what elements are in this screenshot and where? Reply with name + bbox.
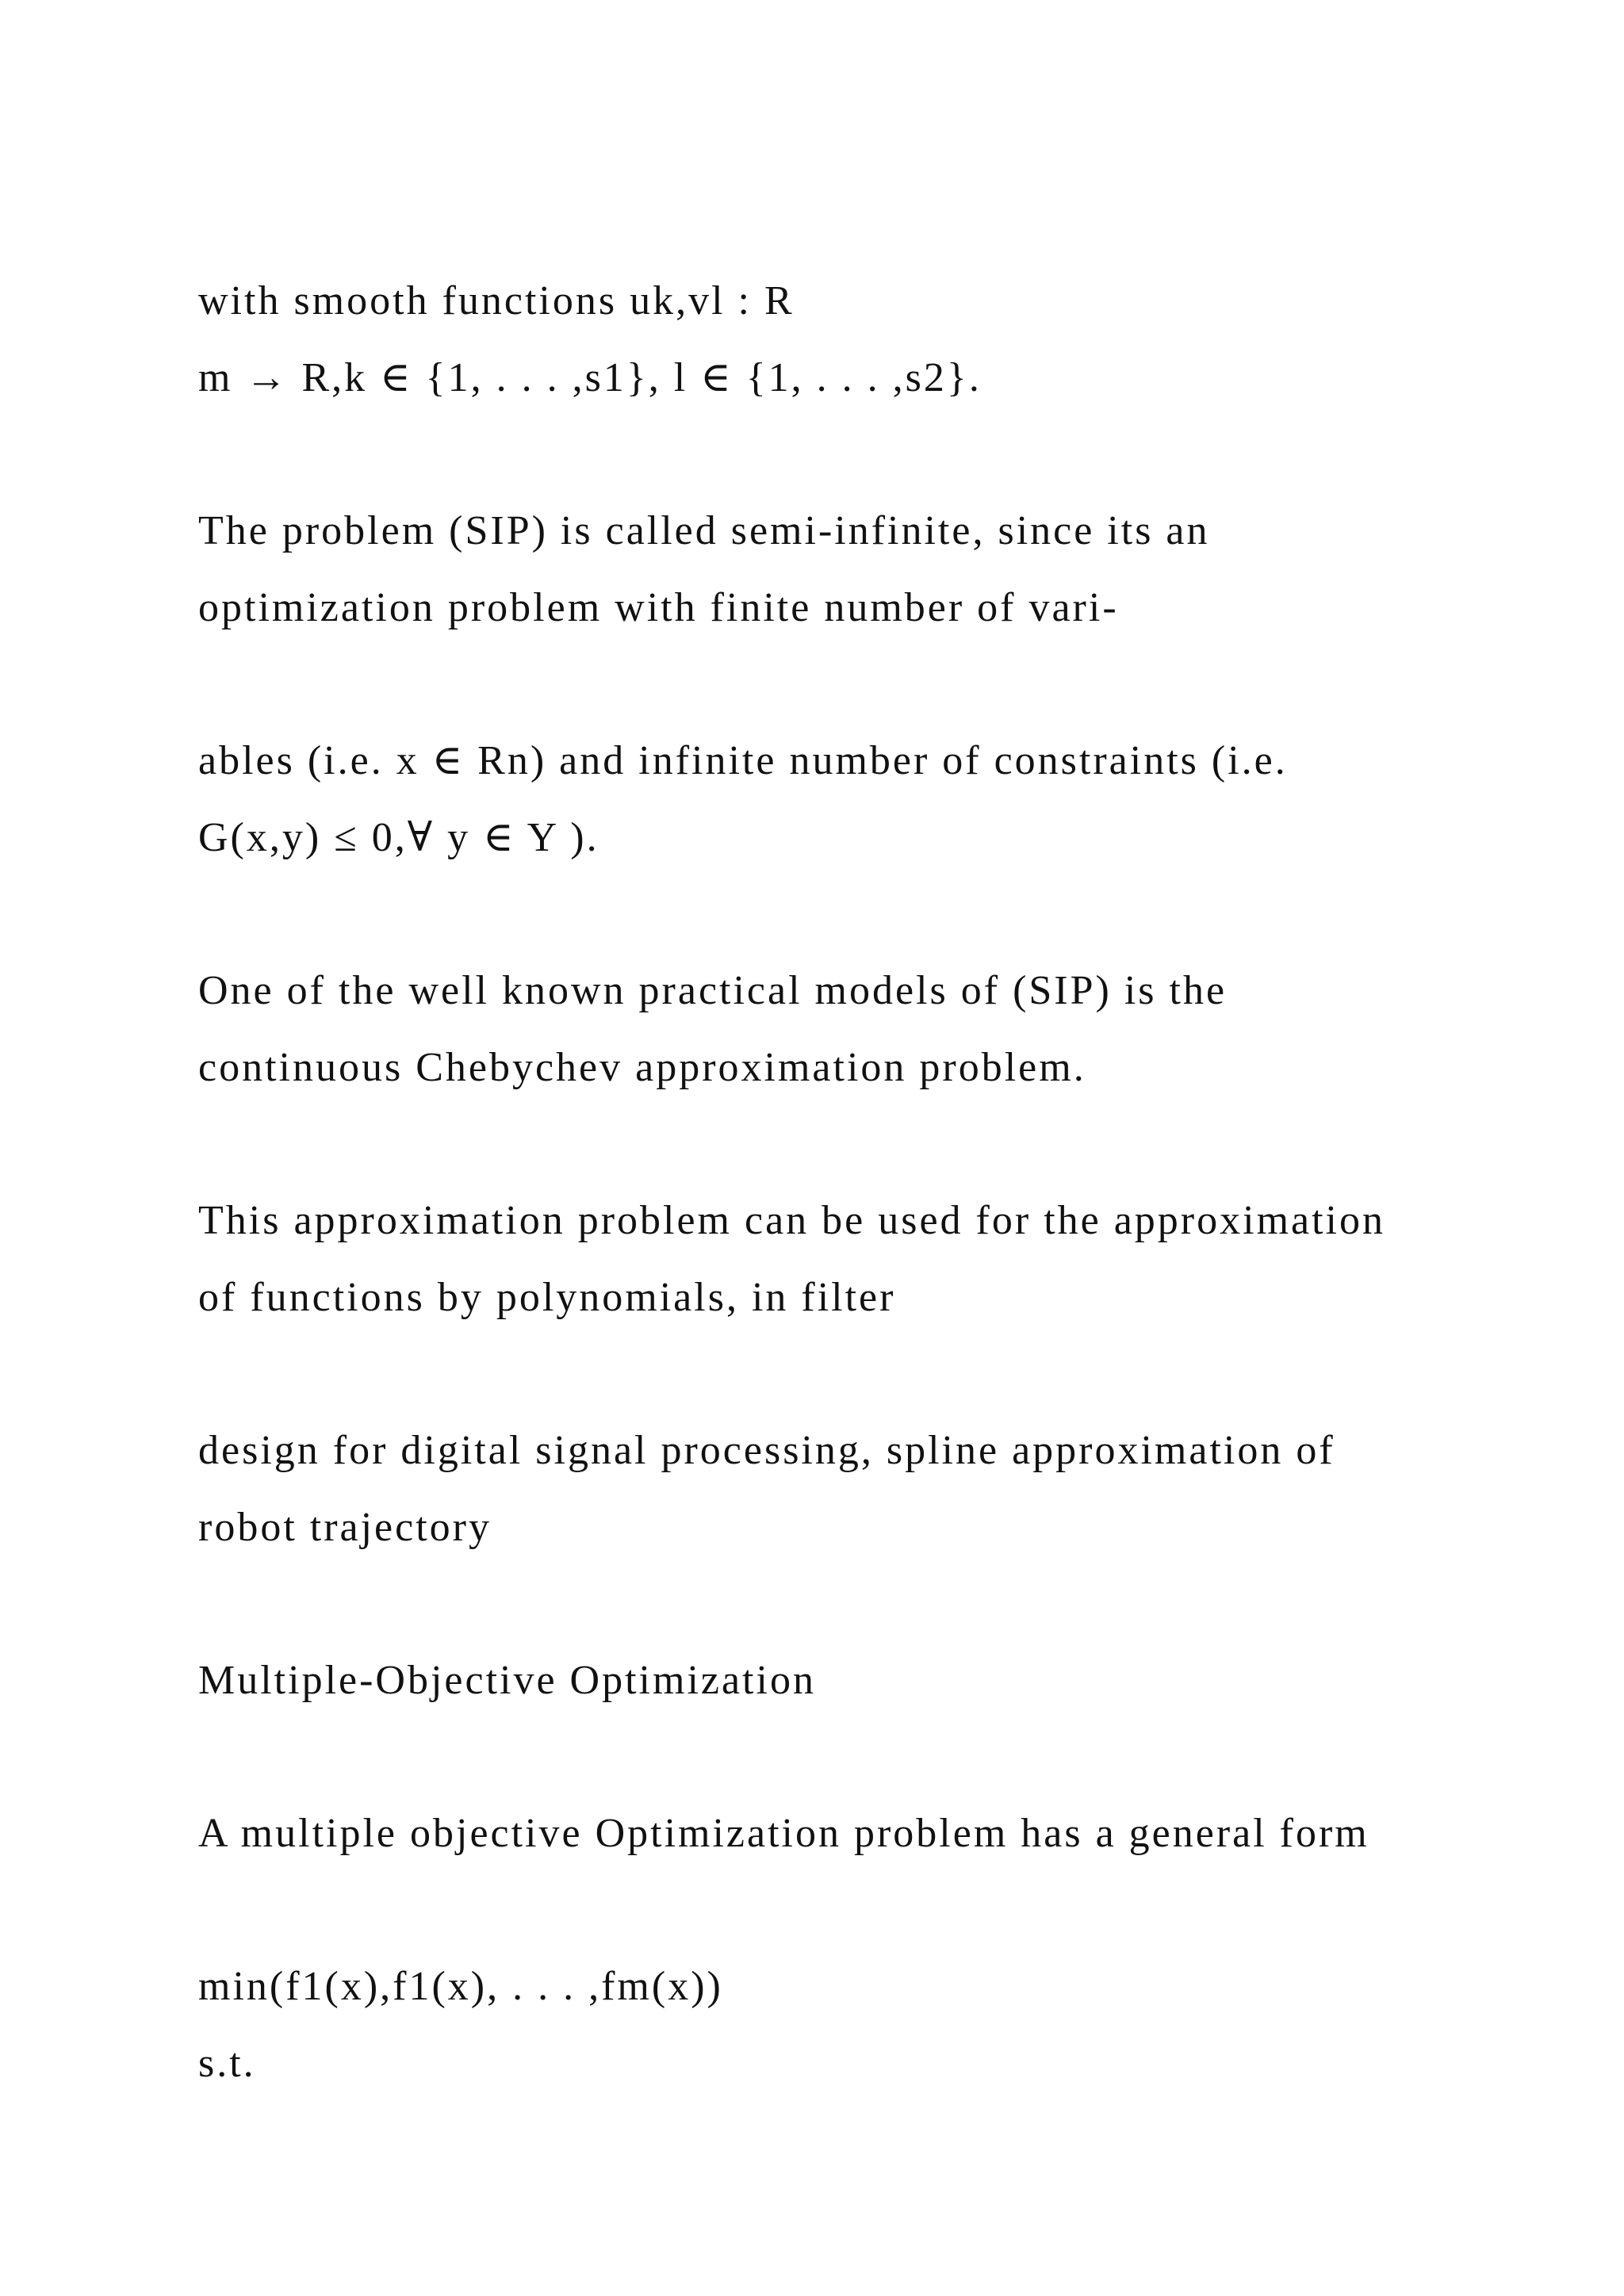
text-line-sip-called: The problem (SIP) is called semi-infinite, since its an [198, 508, 1210, 553]
text-line-general-form: A multiple objective Optimization problem has a general form [198, 1811, 1369, 1856]
text-line-smooth-functions: with smooth functions uk,vl : R [198, 278, 795, 323]
text-line-mapping: m → R,k ∈ {1, . . . ,s1}, l ∈ {1, . . . ,s2}. [198, 355, 982, 400]
text-line-design: design for digital signal processing, spline approximation of [198, 1428, 1335, 1473]
text-line-chebychev: continuous Chebychev approximation problem. [198, 1045, 1086, 1090]
text-line-approximation-problem: This approximation problem can be used for the approximation [198, 1198, 1385, 1243]
formula-line-st: s.t. [198, 2041, 256, 2086]
text-line-optimization-variables: optimization problem with finite number of vari- [198, 585, 1119, 630]
text-line-polynomials: of functions by polynomials, in filter [198, 1275, 896, 1320]
text-line-constraint: G(x,y) ≤ 0,∀ y ∈ Y ). [198, 815, 599, 860]
text-line-practical-models: One of the well known practical models of (SIP) is the [198, 968, 1228, 1013]
text-line-robot-trajectory: robot trajectory [198, 1505, 492, 1550]
section-heading: Multiple-Objective Optimization [198, 1658, 816, 1703]
text-line-ables: ables (i.e. x ∈ Rn) and infinite number of constraints (i.e. [198, 738, 1288, 783]
formula-line-min: min(f1(x),f1(x), . . . ,fm(x)) [198, 1964, 723, 2009]
